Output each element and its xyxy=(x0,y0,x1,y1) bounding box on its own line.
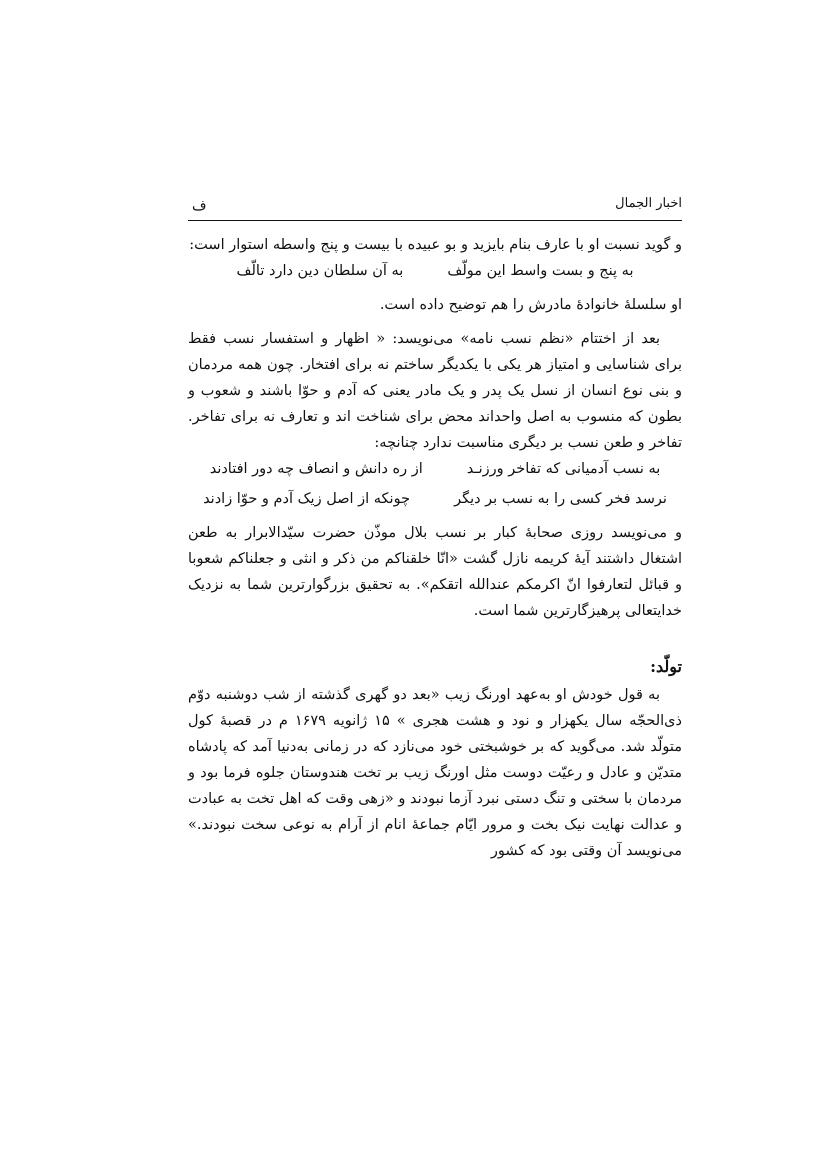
body-text xyxy=(188,232,682,864)
verse-1-hemistich-b: به آن سلطان دین دارد تالّف xyxy=(236,263,404,279)
verse-2-hemistich-b: از ره دانش و انصاف چه دور افتادند xyxy=(209,461,423,477)
running-header xyxy=(188,192,682,221)
verse-1 xyxy=(188,258,682,284)
paragraph-lineage: و گوید نسبت او با عارف بنام بایزید و بو عبیده با بیست و پنج واسطه استوار است: xyxy=(189,237,682,253)
paragraph-birth: به قول خودش او به‌عهد اورنگ زیب «بعد دو گهری گذشته از شب دوشنبه دوّم ذی‌الحجّه سال یکهزار و نود و هشت هجری » ۱۵ ژانویه ۱۶۷۹ م در قصبهٔ کول متولّد شد. می‌گوید که بر خوشبختی خود می‌نازد که در زمانی به‌دنیا آمد که پادشاه متدیّن و عادل و رعیّت دوست مثل اورنگ زیب بر تخت هندوستان جلوه فرما بود و مردمان با سختی و تنگ دستی نبرد آزما نبودند و «زهی وقت که اهل تخت به عبادت و عدالت نهایت نیک بخت و مرور ایّام جماعهٔ انام از آرام به نوعی سخت نبودند.» می‌نویسد آن وقتی بود که کشور xyxy=(188,687,682,859)
header-title: اخبار الجمال xyxy=(615,196,682,211)
paragraph-mother-lineage: او سلسلهٔ خانوادهٔ مادرش را هم توضیح داده است. xyxy=(379,297,682,313)
verse-3 xyxy=(188,486,682,512)
paragraph-bilal: و می‌نویسد روزی صحابهٔ کبار بر نسب بلال موذّن حضرت سیّدالابرار به طعن اشتغال داشتند آیهٔ کریمه نازل گشت «انّا خلقناکم من ذکر و انثی و جعلناکم شعوبا و قبائل لتعارفوا انّ اکرمکم عندالله اتقکم». به تحقیق بزرگوارترین شما به نزدیک خدایتعالی پرهیزگارترین شما است. xyxy=(188,525,682,619)
paragraph-nasab-nama: بعد از اختتام «نظم نسب نامه» می‌نویسد: « اظهار و استفسار نسب فقط برای شناسایی و امتیاز هر یکی با یکدیگر ساختم نه برای افتخار. چون همه مردمان و بنی نوع انسان از نسل یک پدر و یک مادر یعنی که آدم و حوّا باشند و شعوب و بطون که منسوب به اصل واحداند محض برای شناخت اند و تعارف نه برای تفاخر. تفاخر و طعن نسب بر دیگری مناسبت ندارد چنانچه: xyxy=(188,331,682,451)
verse-2 xyxy=(188,456,682,482)
page-number: ف xyxy=(192,198,207,214)
verse-3-hemistich-a: نرسد فخر کسی را به نسب بر دیگر xyxy=(454,491,667,507)
verse-2-hemistich-a: به نسب آدمیانی که تفاخر ورزنـد xyxy=(466,461,661,477)
verse-3-hemistich-b: چونکه از اصل زیک آدم و حوّا زادند xyxy=(203,491,411,507)
verse-1-hemistich-a: به پنج و بست واسط این مولّف xyxy=(447,263,634,279)
section-heading-birth: تولّد: xyxy=(650,657,682,676)
